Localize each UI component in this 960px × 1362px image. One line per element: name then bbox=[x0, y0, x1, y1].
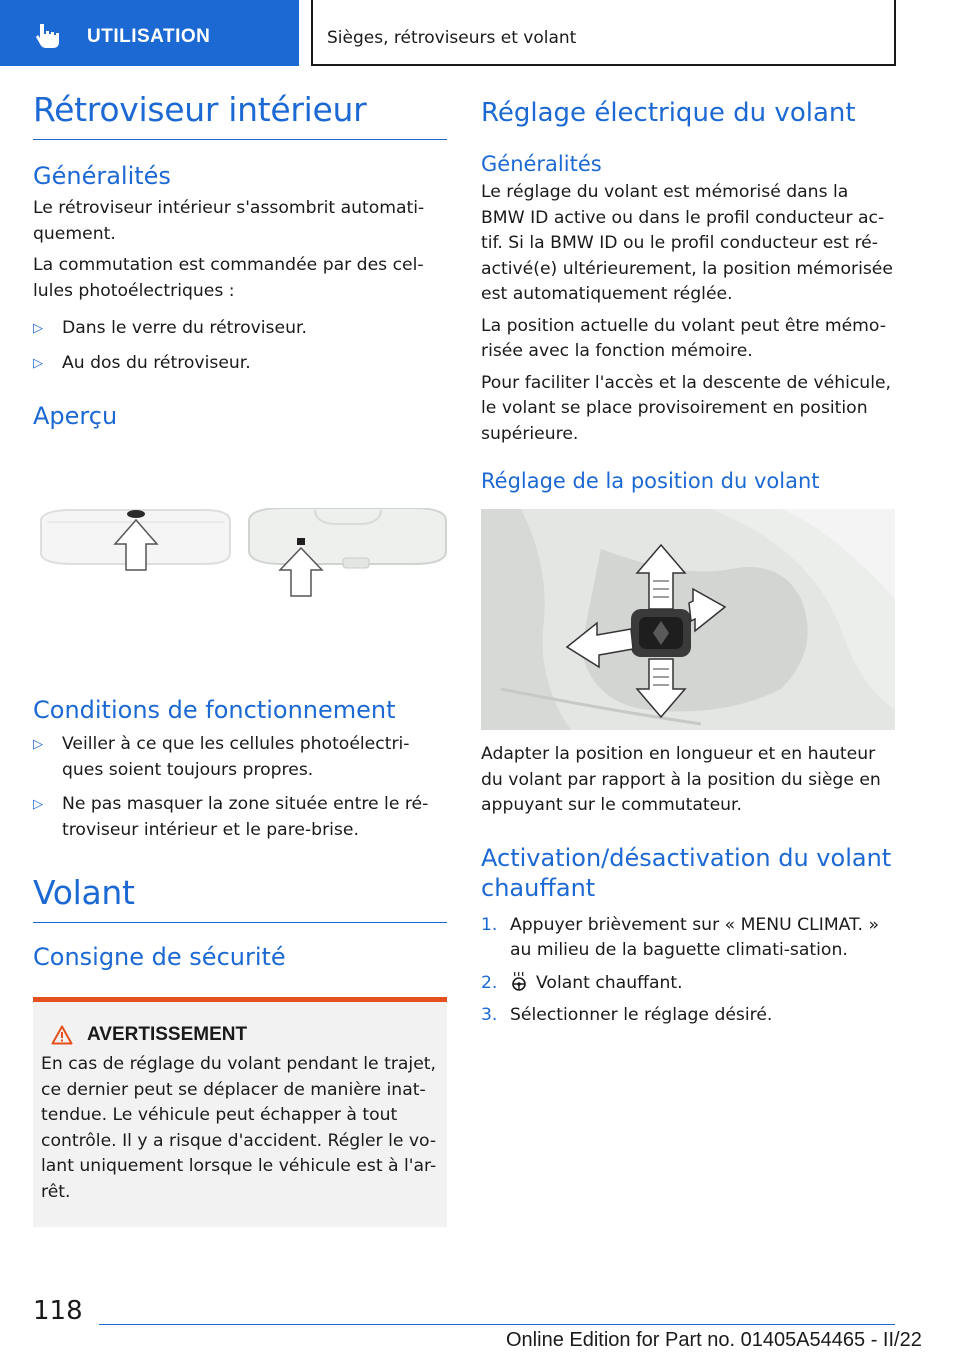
mirror-general-p2: La commutation est commandée par des cel-lules photoélectriques : bbox=[33, 255, 424, 301]
footer-rule bbox=[99, 1324, 895, 1325]
edition-label: Online Edition for Part no. 01405A54465 - II/22 bbox=[506, 1329, 922, 1351]
mirror-title: Rétroviseur intérieur bbox=[33, 90, 367, 129]
step-text: Sélectionner le réglage désiré. bbox=[510, 1005, 773, 1025]
heating-heading: Activation/désactivation du volant chauffant bbox=[481, 843, 892, 902]
safety-heading: Consigne de sécurité bbox=[33, 943, 286, 971]
conditions-heading: Conditions de fonctionnement bbox=[33, 696, 396, 724]
right-column bbox=[481, 90, 895, 1036]
steering-title: Volant bbox=[33, 873, 135, 912]
list-item: ▷ Au dos du rétroviseur. bbox=[33, 351, 447, 377]
overview-heading: Aperçu bbox=[33, 402, 118, 430]
page-header bbox=[0, 0, 960, 66]
section-label: Sièges, rétroviseurs et volant bbox=[327, 28, 577, 48]
steering-adjust-title: Réglage électrique du volant bbox=[481, 98, 856, 128]
steering-general-p3: Pour faciliter l'accès et la descente de véhicule, le volant se place provisoirement en position supérieure. bbox=[481, 372, 892, 444]
conditions-list bbox=[33, 732, 447, 843]
mirror-general-heading: Généralités bbox=[33, 162, 171, 190]
step-number: 1. bbox=[481, 914, 498, 935]
title-rule bbox=[33, 922, 447, 923]
chapter-label: UTILISATION bbox=[87, 26, 211, 47]
steering-switch-illustration bbox=[481, 509, 895, 730]
warning-triangle-icon bbox=[51, 1025, 73, 1045]
step-number: 2. bbox=[481, 972, 498, 993]
position-heading: Réglage de la position du volant bbox=[481, 469, 820, 493]
page-number: 118 bbox=[33, 1296, 83, 1326]
list-item bbox=[481, 1003, 895, 1029]
steering-general-heading: Généralités bbox=[481, 152, 602, 176]
section-tab[interactable] bbox=[311, 0, 896, 66]
list-item bbox=[481, 971, 895, 997]
mirror-illustration bbox=[33, 508, 447, 658]
steering-general-p1: Le réglage du volant est mémorisé dans la BMW ID active ou dans le profil conducteur ac-tif. Si la BMW ID ou le profil conducteur est ré-activé(e) ultérieurement, la position mémorisée est automatiquement réglée. bbox=[481, 182, 893, 304]
heating-steps bbox=[481, 913, 895, 1029]
position-caption: Adapter la position en longueur et en hauteur du volant par rapport à la position du siège en appuyant sur le commutateur. bbox=[481, 744, 881, 815]
heated-steering-wheel-icon bbox=[510, 971, 528, 991]
list-item: ▷ Ne pas masquer la zone située entre le ré-troviseur intérieur et le pare-brise. bbox=[33, 792, 447, 843]
step-text: Volant chauffant. bbox=[536, 972, 683, 993]
list-item: ▷ Veiller à ce que les cellules photoélectri-ques soient toujours propres. bbox=[33, 732, 447, 783]
hand-pointer-icon bbox=[34, 22, 64, 50]
warning-box bbox=[33, 997, 447, 1227]
title-rule bbox=[33, 139, 447, 140]
steering-general-p2: La position actuelle du volant peut être mémo-risée avec la fonction mémoire. bbox=[481, 315, 886, 361]
left-column bbox=[33, 90, 447, 1227]
chapter-tab[interactable] bbox=[0, 0, 299, 66]
step-number: 3. bbox=[481, 1005, 498, 1025]
mirror-general-p1: Le rétroviseur intérieur s'assombrit automati-quement. bbox=[33, 198, 425, 244]
list-item bbox=[481, 913, 895, 964]
warning-label: AVERTISSEMENT bbox=[87, 1024, 248, 1045]
warning-text: En cas de réglage du volant pendant le trajet, ce dernier peut se déplacer de manière inat-tendue. Le véhicule peut échapper à tout contrôle. Il y a risque d'accident. Régler le vo-lant uniquement lorsque le véhicule est à l'ar-rêt. bbox=[41, 1054, 437, 1202]
mirror-sensor-list bbox=[33, 316, 447, 376]
list-item: ▷ Dans le verre du rétroviseur. bbox=[33, 316, 447, 342]
step-text: Appuyer brièvement sur « MENU CLIMAT. » au milieu de la baguette climati-sation. bbox=[510, 914, 879, 960]
warning-title bbox=[41, 1024, 439, 1046]
